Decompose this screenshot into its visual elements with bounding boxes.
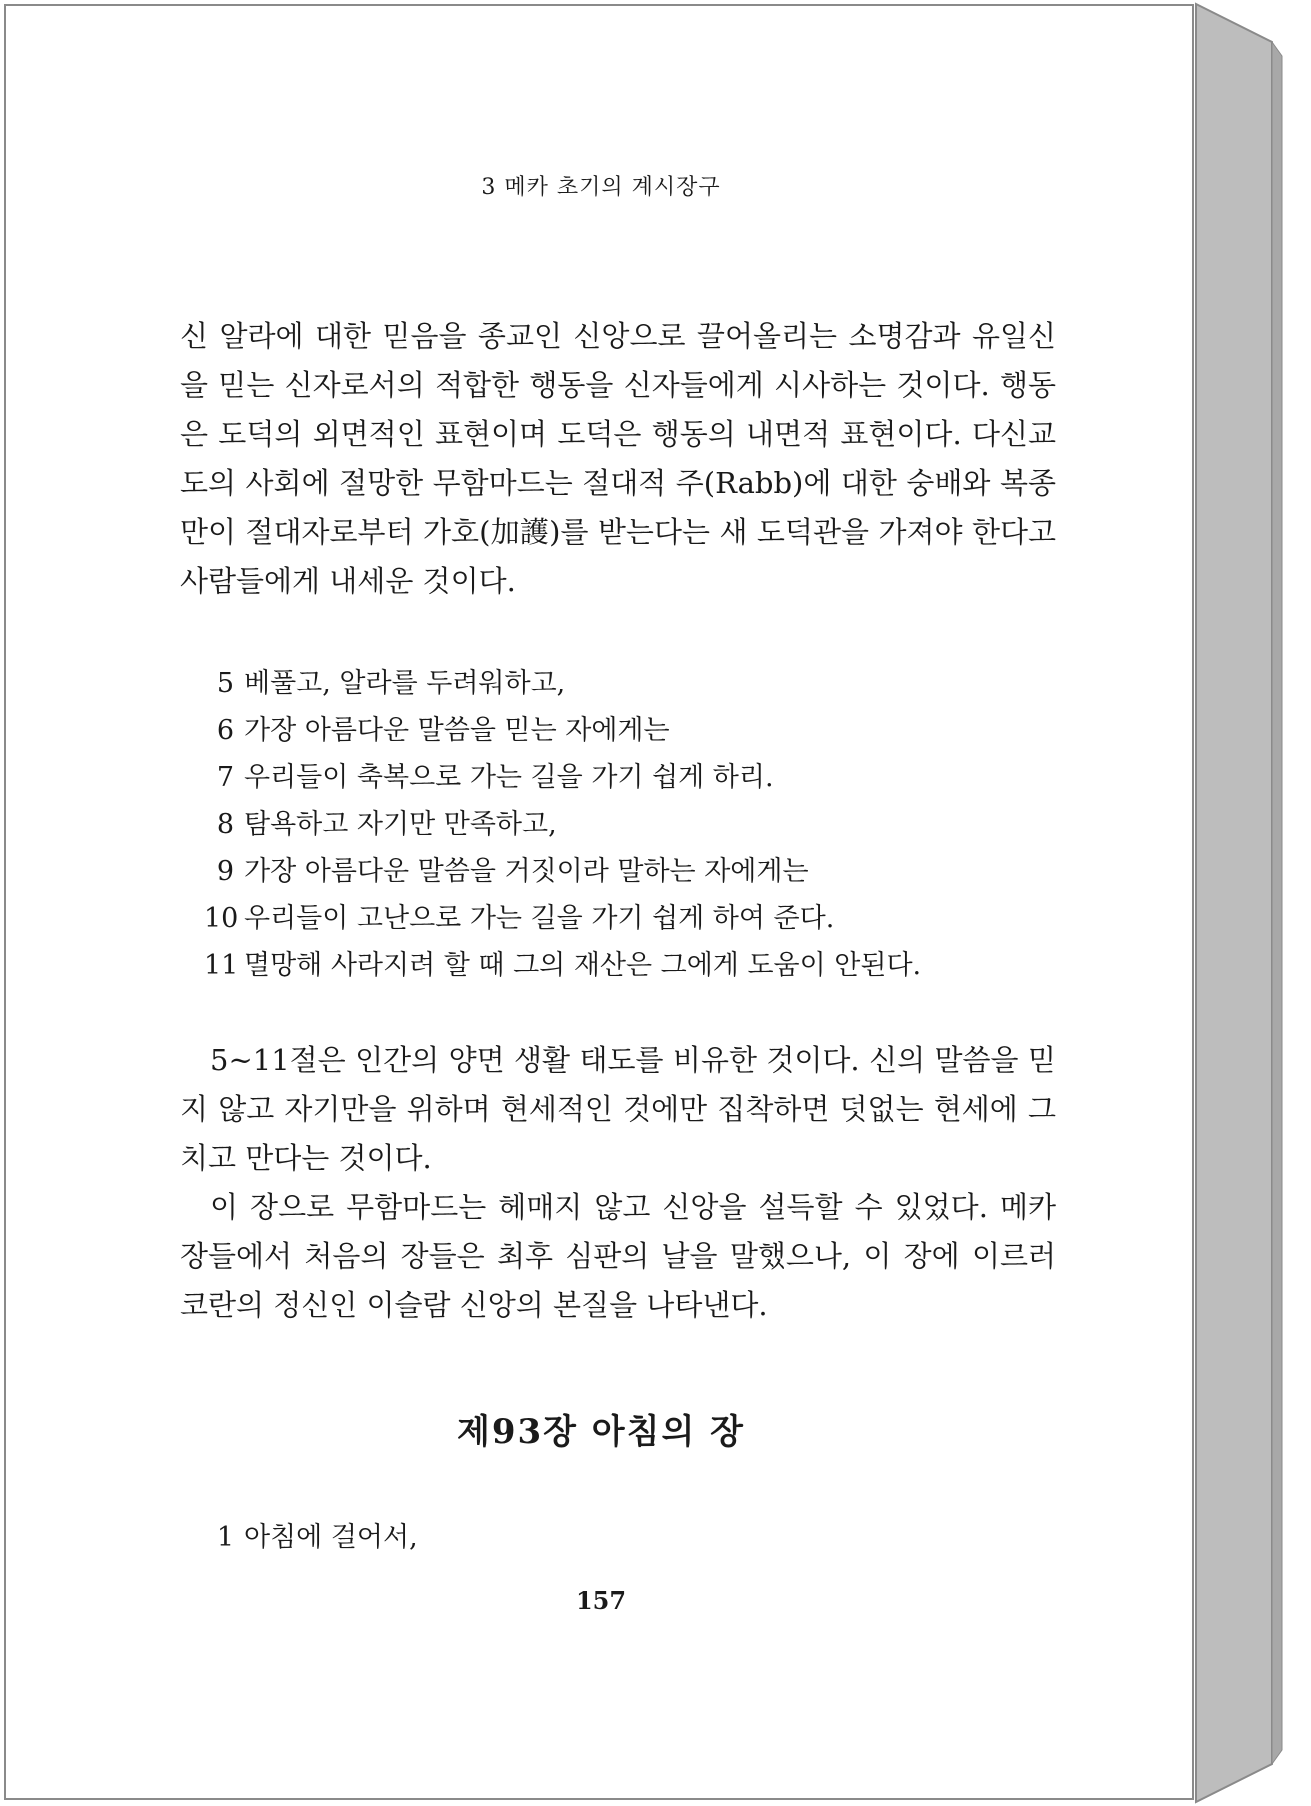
commentary-paragraph: 5~11절은 인간의 양면 생활 태도를 비유한 것이다. 신의 말씀을 믿지 않고 자기만을 위하며 현세적인 것에만 집착하면 덧없는 현세에 그치고 만다는 것이다. — [180, 1043, 1056, 1175]
verse-number: 11 — [204, 950, 239, 981]
verse-text: 베풀고, 알라를 두려워하고, — [244, 668, 566, 699]
verse-text: 우리들이 고난으로 가는 길을 가기 쉽게 하여 준다. — [244, 903, 835, 934]
verse-number: 7 — [216, 762, 234, 793]
verse-number: 6 — [216, 715, 234, 746]
verse-list — [204, 660, 921, 989]
verse-line — [204, 707, 921, 754]
running-head: 3 메카 초기의 계시장구 — [481, 175, 721, 200]
verse-number: 5 — [216, 668, 234, 699]
verse-line — [204, 660, 921, 707]
verse-text: 멸망해 사라지려 할 때 그의 재산은 그에게 도움이 안된다. — [244, 950, 922, 981]
book-page — [4, 4, 1194, 1800]
verse-text: 탐욕하고 자기만 만족하고, — [244, 809, 557, 840]
commentary-paragraph: 이 장으로 무함마드는 헤매지 않고 신앙을 설득할 수 있었다. 메카 장들에서 처음의 장들은 최후 심판의 날을 말했으나, 이 장에 이르러 코란의 정신인 이슬람 신앙의 본질을 나타낸다. — [180, 1190, 1056, 1322]
verse-line — [204, 895, 921, 942]
verse-number: 9 — [216, 856, 234, 887]
commentary — [180, 1036, 1056, 1330]
verse-number: 10 — [204, 903, 239, 934]
verse-text: 아침에 걸어서, — [244, 1522, 418, 1553]
intro-paragraph — [180, 312, 1056, 606]
page-number: 157 — [575, 1586, 627, 1615]
verse-line — [204, 801, 921, 848]
verse-text: 가장 아름다운 말씀을 믿는 자에게는 — [244, 715, 670, 746]
verse-line — [204, 1514, 418, 1561]
verse-number: 8 — [216, 809, 234, 840]
verse-number: 1 — [216, 1522, 234, 1553]
verse-line — [204, 754, 921, 801]
verse-text: 우리들이 축복으로 가는 길을 가기 쉽게 하리. — [244, 762, 774, 793]
intro-paragraph-text: 신 알라에 대한 믿음을 종교인 신앙으로 끌어올리는 소명감과 유일신을 믿는 신자로서의 적합한 행동을 신자들에게 시사하는 것이다. 행동은 도덕의 외면적인 표현이며 도덕은 행동의 내면적 표현이다. 다신교도의 사회에 절망한 무함마드는 절대적 주(Rabb)에 대한 숭배와 복종만이 절대자로부터 가호(加護)를 받는다는 새 도덕관을 가져야 한다고 사람들에게 내세운 것이다. — [180, 319, 1056, 598]
chapter-title: 제93장 아침의 장 — [456, 1412, 746, 1452]
verse-line — [204, 942, 921, 989]
verse-text: 가장 아름다운 말씀을 거짓이라 말하는 자에게는 — [244, 856, 809, 887]
verse-line — [204, 848, 921, 895]
chapter-verse-list — [204, 1514, 418, 1561]
